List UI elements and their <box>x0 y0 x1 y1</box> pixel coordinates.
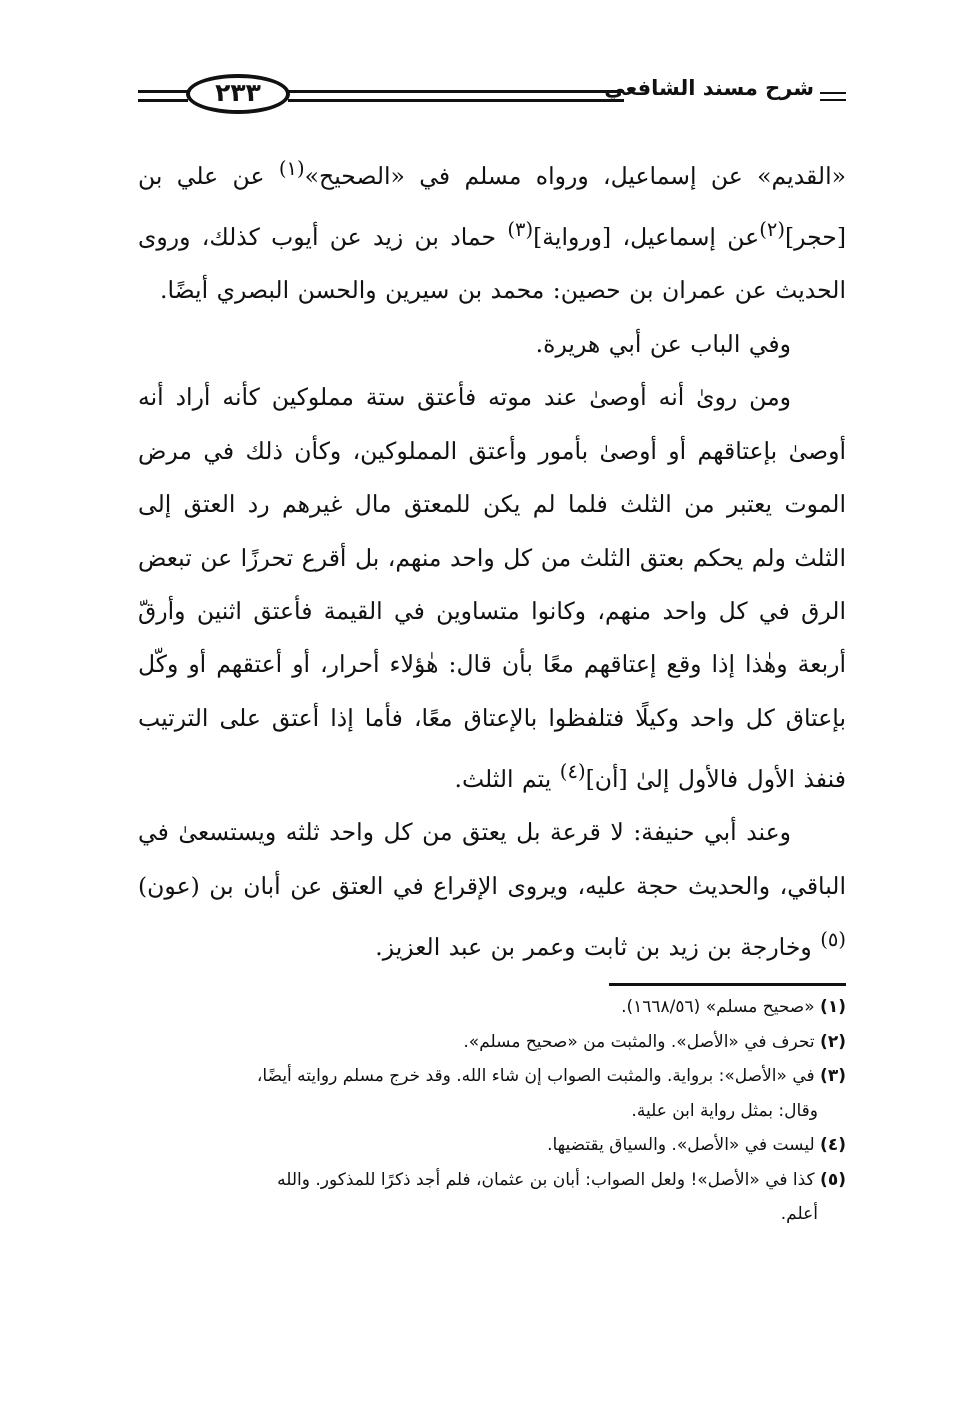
page-header <box>138 68 846 118</box>
footnotes <box>138 990 846 1232</box>
page-number: ٢٣٣ <box>186 74 290 114</box>
footnote: (١) «صحيح مسلم» (١٦٦٨/٥٦). <box>621 997 846 1017</box>
header-rule-right <box>820 92 846 101</box>
footnote-ref: (٣) <box>507 218 534 242</box>
footnote: (٤) ليست في «الأصل». والسياق يقتضيها. <box>547 1135 846 1155</box>
paragraph: ومن روىٰ أنه أوصىٰ عند موته فأعتق ستة مملوكين كأنه أراد أنه أوصىٰ بإعتاقهم أو أوصىٰ بأمور وأعتق المملوكين، وكأن ذلك في مرض الموت يعتبر من الثلث فلما لم يكن للمعتق مال غيرهم رد العتق إلى الثلث ولم يحكم بعتق الثلث من كل واحد منهم، بل أقرع تحرزًا عن تبعض الرق في كل واحد منهم، وكانوا متساوين في القيمة فأعتق اثنين وأرقّ أربعة وهٰذا إذا وقع إعتاقهم معًا بأن قال: هٰؤلاء أحرار، أو أعتقهم أو وكّل بإعتاق كل واحد وكيلًا فتلفظوا بالإعتاق معًا، فأما إذا أعتق على الترتيب فنفذ الأول فالأول إلىٰ [أن]$^{(٤)}$ يتم الثلث. <box>138 383 846 793</box>
footnote-ref: (٤) <box>559 760 586 784</box>
footnote: (٢) تحرف في «الأصل». والمثبت من «صحيح مسلم». <box>463 1031 846 1052</box>
paragraph: «القديم» عن إسماعيل، ورواه مسلم في «الصحيح»$^{(١)}$ عن علي بن [حجر]$^{(٢)}$عن إسماعيل، [ورواية]$^{(٣)}$ حماد بن زيد عن أيوب كذلك، وروى الحديث عن عمران بن حصين: محمد بن سيرين والحسن البصري أيضًا. <box>138 157 846 305</box>
footnote: (٣) في «الأصل»: برواية. والمثبت الصواب إن شاء الله. وقد خرج مسلم روايته أيضًا، <box>256 1066 846 1086</box>
footnote-continuation: وقال: بمثل رواية ابن علية. <box>631 1100 818 1121</box>
running-title: شرح مسند الشافعي <box>604 76 814 100</box>
footnote-separator <box>609 983 846 986</box>
footnote-ref: (٥) <box>820 928 846 952</box>
paragraph: وفي الباب عن أبي هريرة. <box>535 329 791 358</box>
main-text <box>138 142 846 974</box>
paragraph: وعند أبي حنيفة: لا قرعة بل يعتق من كل واحد ثلثه ويستسعىٰ في الباقي، والحديث حجة عليه، ويروى الإقراع في العتق عن أبان بن (عون)$^{(٥)}$ وخارجة بن زيد بن ثابت وعمر بن عبد العزيز. <box>138 818 846 961</box>
header-rule-left <box>138 90 188 102</box>
footnote-continuation: أعلم. <box>780 1204 818 1224</box>
footnote: (٥) كذا في «الأصل»! ولعل الصواب: أبان بن عثمان، فلم أجد ذكرًا للمذكور. والله <box>277 1169 846 1190</box>
header-rule-middle <box>288 90 624 102</box>
footnote-ref: (١) <box>278 157 305 180</box>
footnote-ref: (٢) <box>759 218 785 242</box>
